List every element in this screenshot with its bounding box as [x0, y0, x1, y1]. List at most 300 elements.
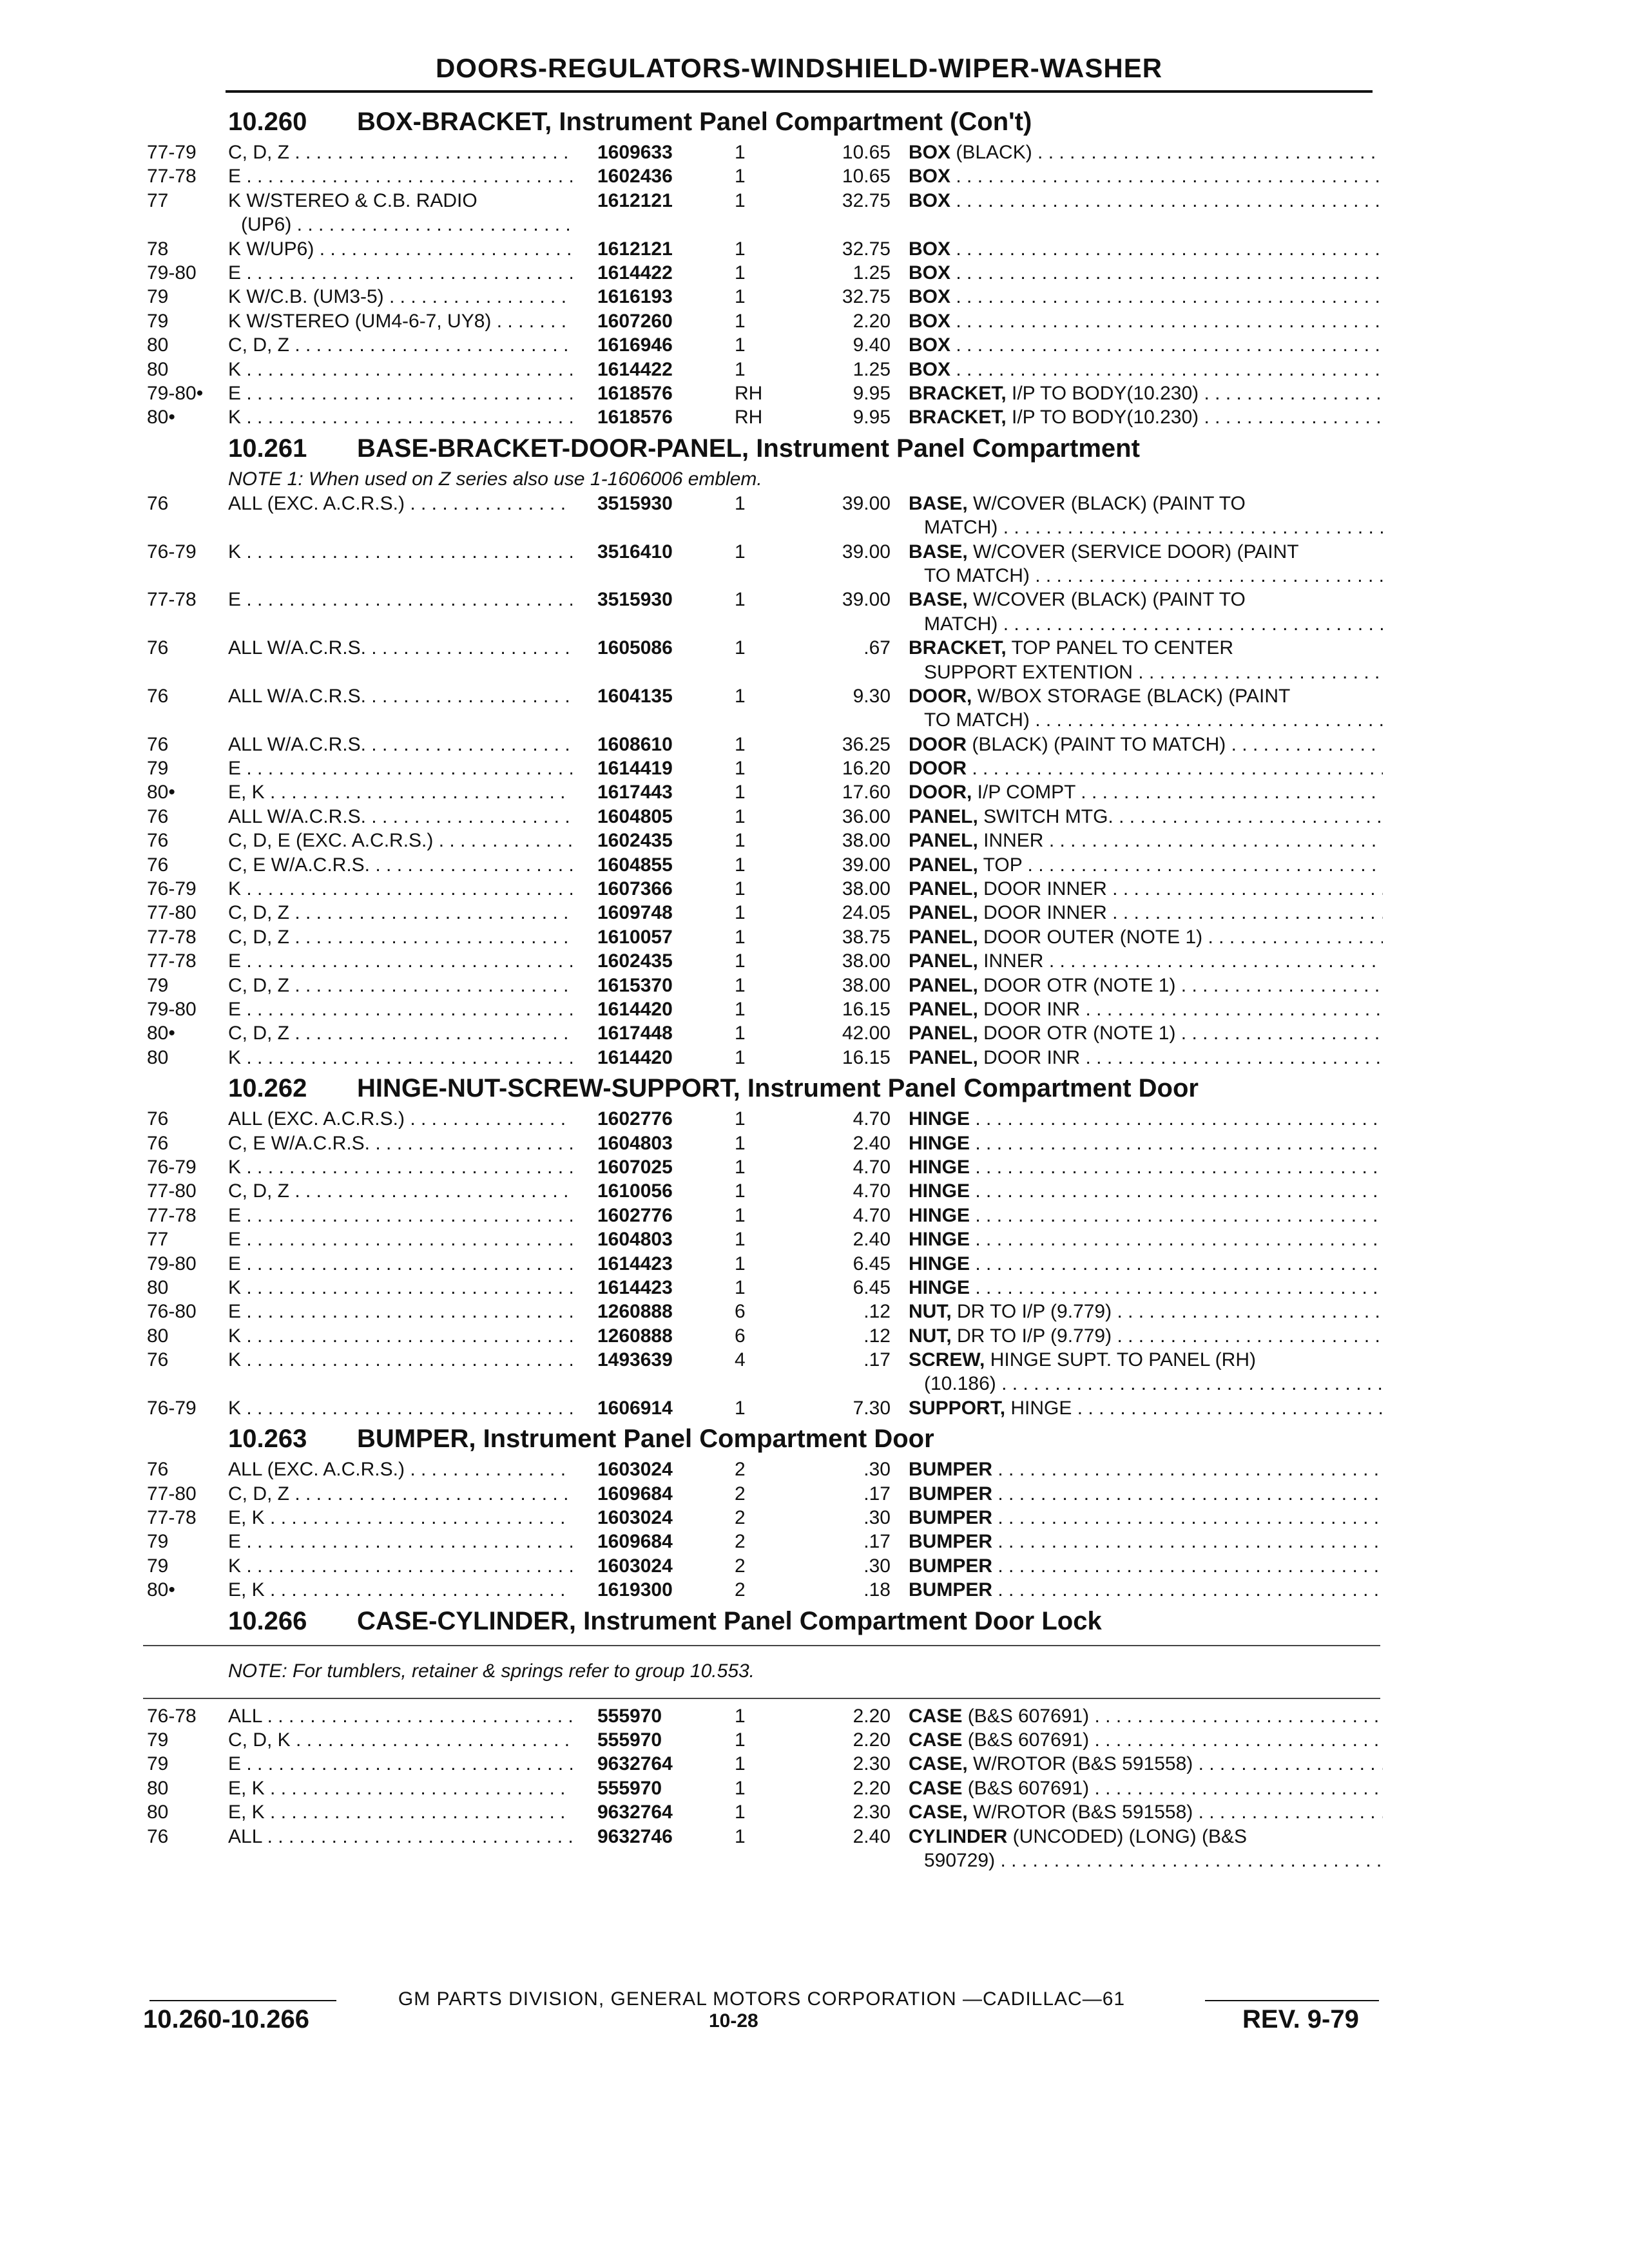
quantity: 1	[735, 1180, 746, 1202]
application-line	[228, 1046, 572, 1070]
description	[909, 877, 1383, 901]
table-row	[143, 1227, 1380, 1251]
application	[228, 780, 572, 804]
price: 4.70	[853, 1204, 891, 1226]
application	[228, 140, 572, 164]
price: 2.40	[853, 1229, 891, 1251]
part-number: 1615370	[597, 974, 673, 996]
description	[909, 1348, 1383, 1396]
application-text: E, K . . .	[228, 1778, 572, 1799]
description-line	[909, 237, 1383, 261]
application	[228, 733, 572, 756]
description-keyword: BOX	[909, 334, 951, 356]
application	[228, 1578, 572, 1602]
section-note: NOTE 1: When used on Z series also use 1-1606006 emblem.	[228, 468, 762, 490]
description-text	[992, 1555, 1383, 1577]
quantity: RH	[735, 407, 763, 428]
table-row	[143, 1704, 1380, 1728]
quantity: 2	[735, 1507, 746, 1529]
description-text: (BLACK) . . .	[950, 142, 1383, 163]
description	[909, 381, 1383, 405]
application	[228, 949, 572, 973]
description	[909, 636, 1383, 684]
part-number: 1614423	[597, 1276, 673, 1298]
application	[228, 1800, 572, 1824]
table-row	[143, 358, 1380, 381]
quantity: 1	[735, 358, 746, 380]
application-text: K . . .	[228, 359, 572, 380]
quantity: 1	[735, 492, 746, 514]
quantity: 1	[735, 878, 746, 900]
section-title	[228, 1602, 1380, 1640]
section-title	[228, 1420, 1380, 1457]
description-text	[950, 262, 1383, 284]
part-number: 1609684	[597, 1531, 673, 1553]
description-line	[909, 1107, 1383, 1131]
description-keyword: PANEL,	[909, 998, 978, 1020]
application	[228, 261, 572, 285]
application-text: C, D, Z . . .	[228, 334, 572, 356]
description-line	[909, 997, 1383, 1021]
price: 2.30	[853, 1802, 891, 1823]
description	[909, 1800, 1383, 1824]
section-name: BASE-BRACKET-DOOR-PANEL, Instrument Panel Compartment	[357, 434, 1140, 463]
description-keyword: NUT,	[909, 1301, 952, 1323]
description	[909, 1825, 1383, 1873]
description-keyword: CYLINDER	[909, 1825, 1008, 1847]
description	[909, 1776, 1383, 1800]
description-text: TOP . . .	[978, 854, 1383, 876]
model-year: 76	[147, 805, 169, 827]
application-text: E . . .	[228, 1301, 572, 1322]
application-text: K . . .	[228, 1277, 572, 1298]
description-keyword: PANEL,	[909, 902, 978, 924]
description-keyword: HINGE	[909, 1108, 970, 1130]
model-year: 80	[147, 1046, 169, 1068]
application	[228, 901, 572, 925]
price: 7.30	[853, 1397, 891, 1419]
application-text: E . . .	[228, 262, 572, 284]
part-number: 1610057	[597, 926, 673, 948]
model-year: 79	[147, 286, 169, 308]
model-year: 77	[147, 1229, 169, 1251]
quantity: 1	[735, 1729, 746, 1751]
application	[228, 1276, 572, 1300]
description-text: I/P TO BODY(10.230) . . .	[1007, 407, 1383, 428]
table-row	[143, 1300, 1380, 1323]
description-line	[909, 1276, 1383, 1300]
part-number: 9632746	[597, 1825, 673, 1847]
description-text: DOOR INR . . .	[978, 1047, 1383, 1068]
table-row	[143, 237, 1380, 261]
description-line	[909, 1825, 1383, 1849]
application-line	[228, 974, 572, 997]
description	[909, 1021, 1383, 1045]
application-text: E . . .	[228, 1253, 572, 1274]
description-text: INNER . . .	[978, 830, 1383, 851]
model-year: 79-80	[147, 998, 197, 1020]
description-text: DR TO I/P (9.779) . . .	[952, 1325, 1383, 1347]
part-number: 1614419	[597, 758, 673, 780]
description-line	[909, 805, 1383, 829]
part-number: 1612121	[597, 189, 673, 211]
model-year: 80	[147, 1777, 169, 1799]
model-year: 80•	[147, 782, 175, 803]
description-text-2: MATCH) . . .	[924, 613, 1383, 635]
model-year: 80•	[147, 1579, 175, 1601]
description-keyword: BUMPER	[909, 1531, 993, 1553]
quantity: 6	[735, 1301, 746, 1323]
application-line	[228, 1131, 572, 1155]
part-number: 1612121	[597, 238, 673, 260]
application-text: E . . .	[228, 1531, 572, 1552]
application	[228, 829, 572, 852]
application-line	[228, 1204, 572, 1227]
description	[909, 492, 1383, 540]
description-line-2	[909, 612, 1383, 636]
description-text: INNER . . .	[978, 950, 1383, 972]
application-line	[228, 997, 572, 1021]
application-text: K . . .	[228, 1157, 572, 1178]
description	[909, 756, 1383, 780]
description-line	[909, 756, 1383, 780]
description-keyword: HINGE	[909, 1132, 970, 1154]
price: 16.15	[842, 998, 891, 1020]
description-keyword: DOOR	[909, 733, 967, 755]
table-row	[143, 805, 1380, 829]
description-keyword: BRACKET,	[909, 382, 1007, 404]
description-line	[909, 1155, 1383, 1179]
part-number: 1604805	[597, 805, 673, 827]
description-line-2	[909, 1372, 1383, 1396]
application-line	[228, 1800, 572, 1824]
table-row	[143, 333, 1380, 357]
description-keyword: BUMPER	[909, 1555, 993, 1577]
description-line	[909, 1324, 1383, 1348]
model-year: 77-78	[147, 950, 197, 972]
application-line	[228, 237, 572, 261]
description-line	[909, 877, 1383, 901]
price: .17	[863, 1531, 891, 1553]
table-row	[143, 261, 1380, 285]
table-row	[143, 901, 1380, 925]
model-year: 77-78	[147, 1507, 197, 1529]
description-line	[909, 974, 1383, 997]
application	[228, 1776, 572, 1800]
application-line	[228, 309, 572, 333]
application	[228, 492, 572, 515]
description-keyword: BUMPER	[909, 1483, 993, 1504]
part-number: 3515930	[597, 492, 673, 514]
price: .17	[863, 1349, 891, 1371]
part-number: 1617443	[597, 782, 673, 803]
description-keyword: BUMPER	[909, 1579, 993, 1601]
application	[228, 997, 572, 1021]
application-text: C, D, Z . . .	[228, 1180, 572, 1202]
application-line	[228, 1227, 572, 1251]
description	[909, 1107, 1383, 1131]
quantity: 1	[735, 637, 746, 659]
description-keyword: BUMPER	[909, 1459, 993, 1481]
part-number: 1606914	[597, 1397, 673, 1419]
price: 17.60	[842, 782, 891, 803]
application-line	[228, 164, 572, 188]
description	[909, 1252, 1383, 1276]
application-text: ALL W/A.C.R.S. . . .	[228, 637, 572, 658]
description-keyword: HINGE	[909, 1156, 970, 1178]
price: 38.00	[842, 830, 891, 852]
quantity: 1	[735, 758, 746, 780]
price: 9.95	[853, 382, 891, 404]
quantity: 1	[735, 166, 746, 187]
application-text: K . . .	[228, 407, 572, 428]
description	[909, 405, 1383, 429]
description	[909, 1179, 1383, 1203]
part-number: 1609633	[597, 142, 673, 163]
model-year: 80	[147, 358, 169, 380]
application-text: K W/STEREO (UM4-6-7, UY8) . . . .	[228, 311, 572, 332]
quantity: 2	[735, 1555, 746, 1577]
quantity: 1	[735, 1204, 746, 1226]
part-number: 1614420	[597, 998, 673, 1020]
model-year: 76	[147, 733, 169, 755]
quantity: 1	[735, 189, 746, 211]
quantity: 1	[735, 238, 746, 260]
description-text	[950, 334, 1383, 356]
model-year: 76-79	[147, 1156, 197, 1178]
quantity: 1	[735, 1825, 746, 1847]
application	[228, 1252, 572, 1276]
model-year: 80•	[147, 1023, 175, 1044]
description-line	[909, 1252, 1383, 1276]
quantity: 1	[735, 1777, 746, 1799]
application	[228, 237, 572, 261]
model-year: 79-80•	[147, 382, 204, 404]
application	[228, 285, 572, 309]
price: 1.25	[853, 262, 891, 284]
model-year: 77-78	[147, 926, 197, 948]
application	[228, 358, 572, 381]
part-number: 1603024	[597, 1459, 673, 1481]
description	[909, 1728, 1383, 1752]
model-year: 76	[147, 854, 169, 876]
application	[228, 1396, 572, 1420]
application-line	[228, 492, 572, 515]
part-number: 1260888	[597, 1301, 673, 1323]
part-number: 1614420	[597, 1046, 673, 1068]
application-line	[228, 1396, 572, 1420]
description	[909, 901, 1383, 925]
section-name: HINGE-NUT-SCREW-SUPPORT, Instrument Panel Compartment Door	[357, 1074, 1199, 1103]
application	[228, 925, 572, 949]
description	[909, 540, 1383, 588]
application-text: ALL W/A.C.R.S. . . .	[228, 806, 572, 827]
description-text	[992, 1483, 1383, 1504]
description-line	[909, 1300, 1383, 1323]
model-year: 76	[147, 492, 169, 514]
description-line-2	[909, 1849, 1383, 1872]
description	[909, 588, 1383, 636]
description-line	[909, 358, 1383, 381]
application-text: E . . .	[228, 1753, 572, 1774]
part-number: 1603024	[597, 1507, 673, 1529]
application-text: C, D, Z . . .	[228, 1483, 572, 1504]
table-row	[143, 1396, 1380, 1420]
description-keyword: BOX	[909, 358, 951, 380]
quantity: 1	[735, 142, 746, 163]
price: 9.95	[853, 407, 891, 428]
application	[228, 1155, 572, 1179]
model-year: 79	[147, 974, 169, 996]
application-text: ALL (EXC. A.C.R.S.) . . .	[228, 1459, 572, 1480]
description-keyword: BASE,	[909, 492, 968, 514]
description	[909, 853, 1383, 877]
application-line	[228, 261, 572, 285]
table-row	[143, 636, 1380, 684]
price: .17	[863, 1483, 891, 1504]
description	[909, 949, 1383, 973]
application-text: C, D, Z . . .	[228, 1023, 572, 1044]
application	[228, 756, 572, 780]
application-line	[228, 756, 572, 780]
section-title	[228, 1070, 1380, 1107]
description	[909, 1046, 1383, 1070]
table-row	[143, 1776, 1380, 1800]
price: 2.40	[853, 1132, 891, 1154]
description-keyword: PANEL,	[909, 878, 978, 900]
description-keyword: BASE,	[909, 541, 968, 562]
quantity: 1	[735, 998, 746, 1020]
quantity: 1	[735, 589, 746, 611]
description	[909, 309, 1383, 333]
description	[909, 1324, 1383, 1348]
description-line	[909, 140, 1383, 164]
table-row	[143, 1131, 1380, 1155]
application-text: ALL (EXC. A.C.R.S.) . . .	[228, 493, 572, 514]
quantity: 1	[735, 1253, 746, 1274]
table-row	[143, 974, 1380, 997]
part-number: 1602435	[597, 950, 673, 972]
price: 36.25	[842, 733, 891, 755]
part-number: 1603024	[597, 1555, 673, 1577]
description-text	[967, 758, 1383, 779]
quantity: RH	[735, 382, 763, 404]
table-row	[143, 1021, 1380, 1045]
part-number: 1604803	[597, 1132, 673, 1154]
price: 39.00	[842, 854, 891, 876]
quantity: 1	[735, 685, 746, 707]
application-line	[228, 901, 572, 925]
model-year: 77	[147, 189, 169, 211]
model-year: 76	[147, 1132, 169, 1154]
application-text: E, K . . .	[228, 1579, 572, 1600]
model-year: 79-80	[147, 262, 197, 284]
description-text: W/COVER (BLACK) (PAINT TO	[967, 589, 1246, 611]
part-number: 1614423	[597, 1253, 673, 1274]
application	[228, 1457, 572, 1481]
table-row	[143, 997, 1380, 1021]
description-line	[909, 492, 1383, 515]
model-year: 76	[147, 1825, 169, 1847]
application-text: K W/STEREO & C.B. RADIO	[228, 189, 477, 211]
application-text-2: (UP6) . . .	[241, 214, 572, 235]
application	[228, 1179, 572, 1203]
description-keyword: PANEL,	[909, 974, 978, 996]
application-line	[228, 1179, 572, 1203]
description-line	[909, 333, 1383, 357]
description-keyword: PANEL,	[909, 805, 978, 827]
price: 2.20	[853, 310, 891, 332]
application-line	[228, 877, 572, 901]
quantity: 2	[735, 1459, 746, 1481]
application-text: ALL W/A.C.R.S. . . .	[228, 734, 572, 755]
price: 9.40	[853, 334, 891, 356]
part-number: 1604135	[597, 685, 673, 707]
description-line	[909, 1348, 1383, 1372]
model-year: 80	[147, 1325, 169, 1347]
price: 10.65	[842, 142, 891, 163]
application-line	[228, 1021, 572, 1045]
application	[228, 1131, 572, 1155]
application	[228, 1348, 572, 1372]
model-year: 79-80	[147, 1253, 197, 1274]
price: 16.15	[842, 1046, 891, 1068]
table-row	[143, 949, 1380, 973]
description-line	[909, 1728, 1383, 1752]
application	[228, 853, 572, 877]
description-line	[909, 1457, 1383, 1481]
description-text: DOOR OTR (NOTE 1) . . .	[978, 975, 1383, 996]
description-keyword: PANEL,	[909, 1046, 978, 1068]
description-keyword: PANEL,	[909, 854, 978, 876]
description-text: HINGE SUPT. TO PANEL (RH)	[985, 1349, 1256, 1371]
description-line	[909, 901, 1383, 925]
part-number: 1616946	[597, 334, 673, 356]
description-text: I/P TO BODY(10.230) . . .	[1007, 383, 1383, 404]
application-text: E, K . . .	[228, 1507, 572, 1528]
description-text	[950, 286, 1383, 307]
description	[909, 1457, 1383, 1481]
table-row	[143, 492, 1380, 540]
description	[909, 1276, 1383, 1300]
description-text: SWITCH MTG. . . .	[978, 806, 1383, 827]
footer-revision: REV. 9-79	[1242, 2005, 1359, 2033]
model-year: 76-79	[147, 1397, 197, 1419]
description-keyword: BOX	[909, 166, 951, 187]
part-number: 1617448	[597, 1023, 673, 1044]
application-line	[228, 588, 572, 611]
description-keyword: HINGE	[909, 1253, 970, 1274]
price: 4.70	[853, 1108, 891, 1130]
section-number: 10.266	[228, 1606, 307, 1635]
application	[228, 189, 572, 237]
application	[228, 1300, 572, 1323]
price: 16.20	[842, 758, 891, 780]
description	[909, 997, 1383, 1021]
quantity: 1	[735, 805, 746, 827]
table-row	[143, 405, 1380, 429]
description-keyword: BASE,	[909, 589, 968, 611]
model-year: 76-79	[147, 541, 197, 562]
table-row	[143, 1204, 1380, 1227]
application-line	[228, 733, 572, 756]
application	[228, 164, 572, 188]
description-text: W/COVER (SERVICE DOOR) (PAINT	[967, 541, 1299, 562]
quantity: 1	[735, 830, 746, 852]
description-keyword: BOX	[909, 310, 951, 332]
description-keyword: DOOR,	[909, 685, 972, 707]
footer-rule-right	[1205, 2000, 1379, 2001]
